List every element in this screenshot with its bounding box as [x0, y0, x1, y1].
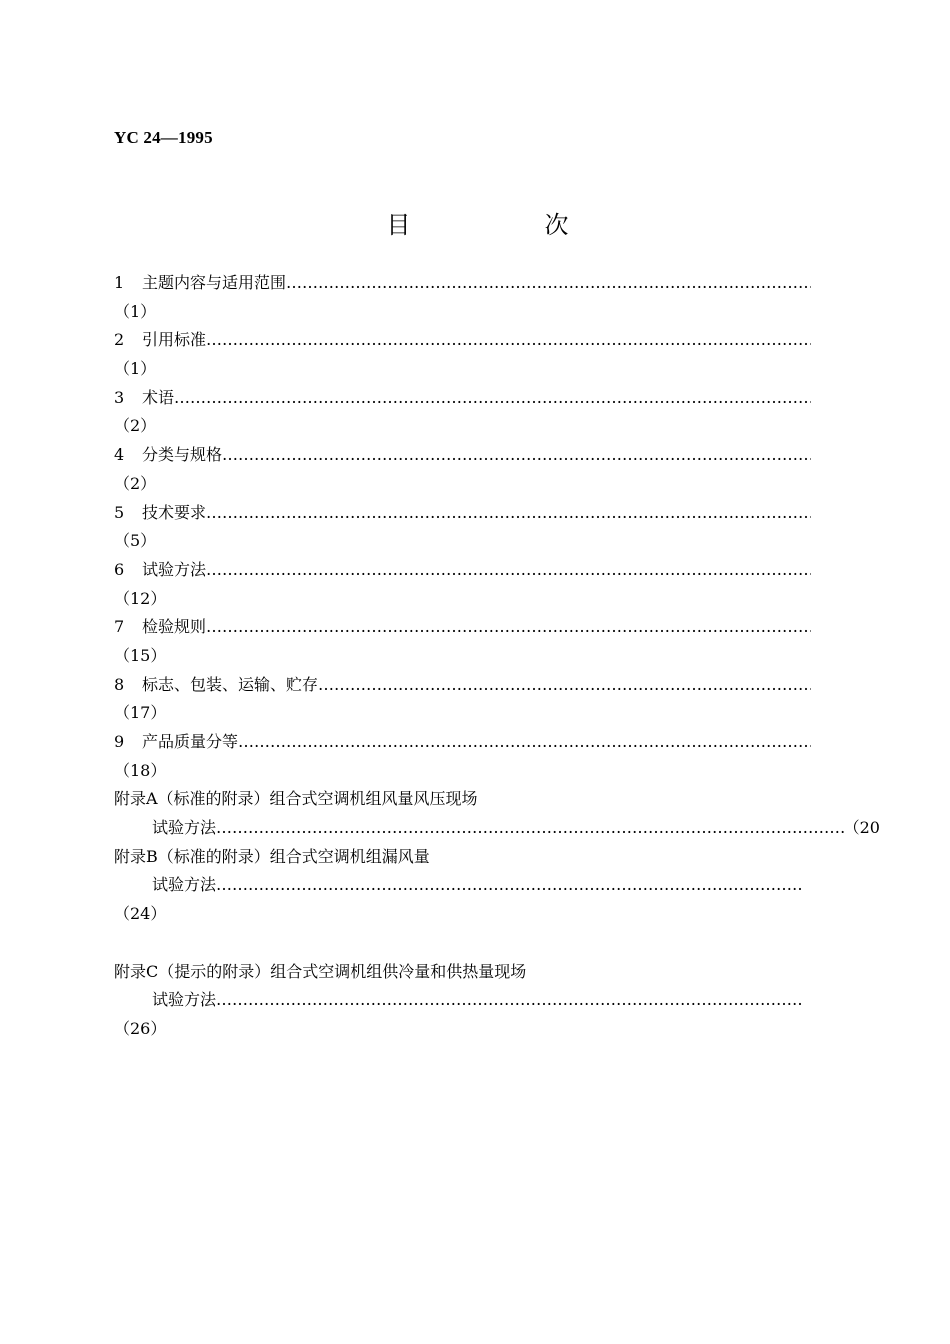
dot-leader: [286, 269, 811, 298]
entry-title: 术语: [142, 387, 175, 407]
entry-title: 标志、包装、运输、贮存: [142, 674, 319, 694]
appendix-a-title[interactable]: 附录A（标准的附录）组合式空调机组风量风压现场: [114, 789, 478, 809]
toc-entry[interactable]: [114, 326, 811, 355]
appendix-a-page: （20: [843, 818, 880, 838]
dot-leader: [206, 326, 811, 355]
toc-entry[interactable]: [114, 556, 811, 585]
dot-leader: [174, 384, 811, 413]
appendix-b-subentry[interactable]: [114, 871, 802, 900]
dot-leader: [238, 728, 811, 757]
dot-leader: [318, 671, 811, 700]
spacer: [114, 929, 854, 958]
entry-page: （5）: [114, 531, 157, 551]
dot-leader: [216, 986, 802, 1015]
dot-leader: [222, 441, 811, 470]
entry-title: 引用标准: [142, 330, 207, 350]
entry-page: （2）: [114, 416, 157, 436]
entry-page: （2）: [114, 473, 157, 493]
entry-number: 3: [114, 387, 125, 407]
appendix-b-page: （24）: [114, 904, 167, 924]
entry-number: 4: [114, 445, 125, 465]
appendix-a-subentry[interactable]: [114, 814, 880, 843]
toc-entry[interactable]: [114, 384, 811, 413]
entry-page: （1）: [114, 359, 157, 379]
entry-number: 9: [114, 732, 125, 751]
toc-entry[interactable]: [114, 499, 811, 528]
toc-entry[interactable]: [114, 728, 811, 757]
entry-title: 主题内容与适用范围: [142, 273, 287, 292]
entry-title: 检验规则: [142, 617, 207, 637]
toc-entry[interactable]: [114, 671, 811, 700]
entry-page: （17）: [114, 703, 167, 723]
entry-number: 8: [114, 674, 125, 694]
entry-page: （18）: [114, 760, 167, 780]
entry-title: 技术要求: [142, 502, 207, 522]
toc-entry[interactable]: [114, 441, 811, 470]
entry-title: 分类与规格: [142, 445, 223, 465]
entry-page: （15）: [114, 645, 167, 665]
dot-leader: [206, 556, 811, 585]
entry-title: 产品质量分等: [142, 732, 239, 751]
entry-number: 2: [114, 330, 125, 350]
appendix-c-subentry[interactable]: [114, 986, 802, 1015]
dot-leader: [206, 613, 811, 642]
table-of-contents: [114, 269, 880, 1044]
entry-page: （1）: [114, 301, 157, 321]
toc-title: 目 次: [386, 211, 624, 239]
toc-entry[interactable]: [114, 613, 811, 642]
appendix-b-sub: 试验方法: [152, 875, 217, 895]
dot-leader: [206, 499, 811, 528]
appendix-c-title[interactable]: 附录C（提示的附录）组合式空调机组供冷量和供热量现场: [114, 961, 527, 981]
toc-entry[interactable]: [114, 269, 811, 298]
appendix-b-title[interactable]: 附录B（标准的附录）组合式空调机组漏风量: [114, 846, 430, 866]
entry-title: 试验方法: [142, 559, 207, 579]
entry-page: （12）: [114, 588, 167, 608]
dot-leader: [216, 871, 802, 900]
standard-code: YC 24—1995: [114, 128, 213, 147]
appendix-c-page: （26）: [114, 1018, 167, 1038]
entry-number: 5: [114, 502, 125, 522]
dot-leader: [216, 814, 844, 843]
entry-number: 6: [114, 559, 125, 579]
appendix-a-sub: 试验方法: [152, 818, 217, 838]
entry-number: 7: [114, 617, 125, 637]
entry-number: 1: [114, 273, 125, 292]
appendix-c-sub: 试验方法: [152, 990, 217, 1010]
